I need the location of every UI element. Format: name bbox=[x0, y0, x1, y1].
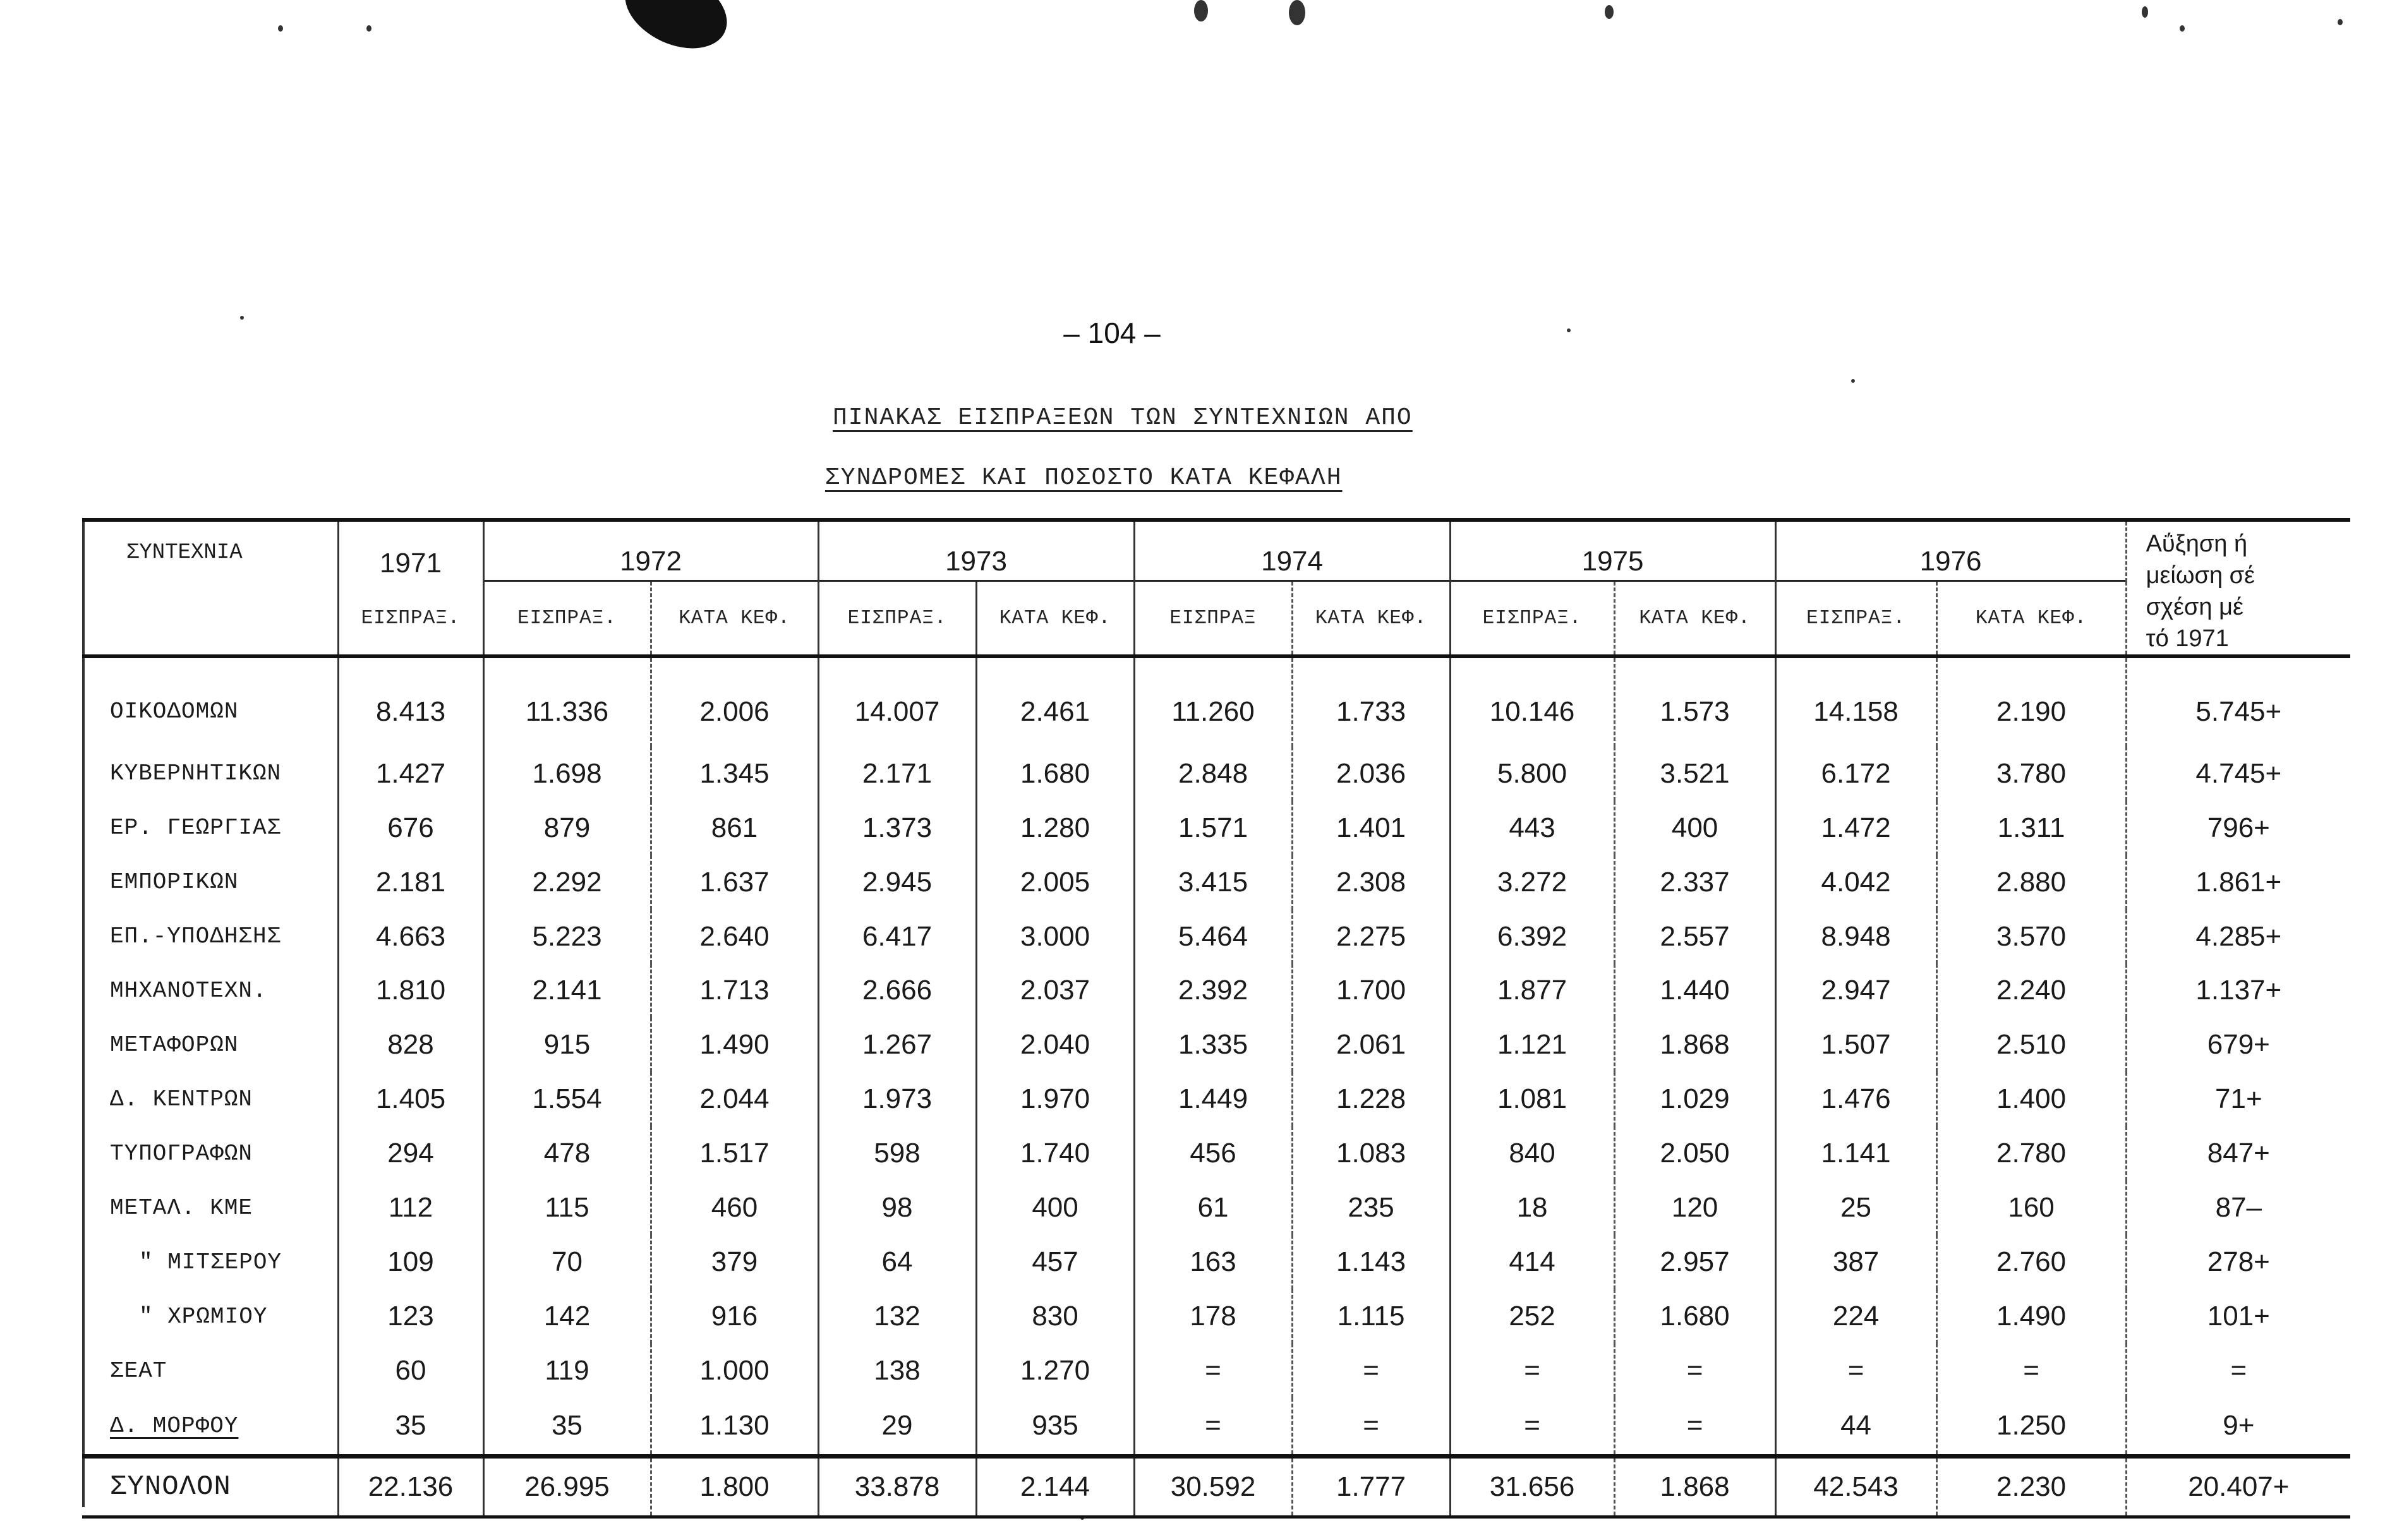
value-cell: 1.490 bbox=[1936, 1289, 2126, 1344]
value-cell: 10.146 bbox=[1450, 656, 1614, 747]
value-cell: 2.461 bbox=[976, 656, 1134, 747]
value-cell: 1.700 bbox=[1292, 964, 1450, 1018]
value-cell: 3.000 bbox=[976, 910, 1134, 964]
change-cell: 679+ bbox=[2126, 1018, 2350, 1072]
subheader-per-head: ΚΑΤΑ ΚΕΦ. bbox=[1614, 582, 1775, 656]
table-row bbox=[82, 656, 2350, 747]
change-column-header bbox=[2126, 520, 2350, 656]
value-cell: 119 bbox=[483, 1344, 651, 1398]
table-title-line-2: ΣΥΝΔΡΟΜΕΣ ΚΑΙ ΠΟΣΟΣΤΟ ΚΑΤΑ ΚΕΦΑΛΗ bbox=[825, 464, 1343, 491]
union-name bbox=[82, 1018, 338, 1072]
table-row bbox=[82, 964, 2350, 1018]
table-row bbox=[82, 1398, 2350, 1456]
value-cell: = bbox=[1292, 1344, 1450, 1398]
year-header-1974 bbox=[1134, 520, 1450, 582]
value-cell: 598 bbox=[818, 1126, 976, 1181]
ink-speck bbox=[2338, 19, 2343, 25]
value-cell: 840 bbox=[1450, 1126, 1614, 1181]
value-cell: 294 bbox=[338, 1126, 483, 1181]
table-row bbox=[82, 1289, 2350, 1344]
value-cell: 5.800 bbox=[1450, 747, 1614, 801]
ink-speck bbox=[2180, 25, 2185, 32]
value-cell: 44 bbox=[1775, 1398, 1936, 1456]
ink-speck bbox=[1605, 5, 1614, 19]
union-name-text: Δ. ΜΟΡΦΟΥ bbox=[110, 1412, 239, 1439]
year-label: 1973 bbox=[945, 546, 1007, 577]
value-cell: 31.656 bbox=[1450, 1456, 1614, 1517]
value-cell: 1.401 bbox=[1292, 801, 1450, 855]
year-label: 1972 bbox=[620, 546, 682, 577]
value-cell: 1.121 bbox=[1450, 1018, 1614, 1072]
subheader-per-head: ΚΑΤΑ ΚΕΦ. bbox=[1292, 582, 1450, 656]
value-cell: = bbox=[1614, 1344, 1775, 1398]
value-cell: 1.868 bbox=[1614, 1018, 1775, 1072]
value-cell: 2.957 bbox=[1614, 1235, 1775, 1289]
value-cell: 861 bbox=[651, 801, 818, 855]
value-cell: 1.029 bbox=[1614, 1072, 1775, 1126]
value-cell: 252 bbox=[1450, 1289, 1614, 1344]
table-header bbox=[82, 520, 2350, 656]
change-cell: 4.745+ bbox=[2126, 747, 2350, 801]
subheader-receipts: ΕΙΣΠΡΑΞ. bbox=[338, 582, 483, 656]
value-cell: 2.050 bbox=[1614, 1126, 1775, 1181]
value-cell: 1.228 bbox=[1292, 1072, 1450, 1126]
value-cell: 2.230 bbox=[1936, 1456, 2126, 1517]
value-cell: 457 bbox=[976, 1235, 1134, 1289]
union-name-text: ΕΠ.-ΥΠΟΔΗΣΗΣ bbox=[110, 923, 282, 950]
ink-speck bbox=[1567, 328, 1571, 332]
value-cell: 18 bbox=[1450, 1181, 1614, 1235]
year-rule bbox=[485, 546, 818, 582]
ink-speck bbox=[366, 25, 371, 32]
change-header-line: σχέση μέ bbox=[2146, 594, 2243, 620]
union-name bbox=[82, 801, 338, 855]
value-cell: 1.733 bbox=[1292, 656, 1450, 747]
value-cell: 3.780 bbox=[1936, 747, 2126, 801]
union-name-text: ΣΕΑΤ bbox=[110, 1357, 167, 1384]
page-number: – 104 – bbox=[1063, 316, 1161, 349]
table-row bbox=[82, 1344, 2350, 1398]
union-name bbox=[82, 910, 338, 964]
value-cell: 2.848 bbox=[1134, 747, 1292, 801]
union-name-text: ΕΜΠΟΡΙΚΩΝ bbox=[110, 869, 239, 896]
value-cell: 1.554 bbox=[483, 1072, 651, 1126]
value-cell: 1.335 bbox=[1134, 1018, 1292, 1072]
change-header-line: Αΰξηση ή bbox=[2146, 531, 2248, 557]
value-cell: 42.543 bbox=[1775, 1456, 1936, 1517]
value-cell: 2.945 bbox=[818, 855, 976, 910]
table-row bbox=[82, 801, 2350, 855]
value-cell: 2.240 bbox=[1936, 964, 2126, 1018]
value-cell: 379 bbox=[651, 1235, 818, 1289]
change-cell: 101+ bbox=[2126, 1289, 2350, 1344]
table-row bbox=[82, 1181, 2350, 1235]
value-cell: 2.666 bbox=[818, 964, 976, 1018]
value-cell: 2.337 bbox=[1614, 855, 1775, 910]
value-cell: 1.490 bbox=[651, 1018, 818, 1072]
value-cell: 2.181 bbox=[338, 855, 483, 910]
value-cell: 14.007 bbox=[818, 656, 976, 747]
value-cell: = bbox=[1775, 1344, 1936, 1398]
change-cell: 278+ bbox=[2126, 1235, 2350, 1289]
total-row bbox=[82, 1456, 2350, 1517]
value-cell: 478 bbox=[483, 1126, 651, 1181]
value-cell: 2.005 bbox=[976, 855, 1134, 910]
value-cell: 1.573 bbox=[1614, 656, 1775, 747]
value-cell: 2.036 bbox=[1292, 747, 1450, 801]
union-name-text: " ΧΡΩΜΙΟΥ bbox=[139, 1303, 268, 1330]
value-cell: 2.640 bbox=[651, 910, 818, 964]
value-cell: 235 bbox=[1292, 1181, 1450, 1235]
value-cell: 1.680 bbox=[976, 747, 1134, 801]
value-cell: 2.006 bbox=[651, 656, 818, 747]
table-row bbox=[82, 910, 2350, 964]
table-row bbox=[82, 1018, 2350, 1072]
union-name-text: ΜΗΧΑΝΟΤΕΧΝ. bbox=[110, 977, 267, 1004]
value-cell: 916 bbox=[651, 1289, 818, 1344]
value-cell: 109 bbox=[338, 1235, 483, 1289]
value-cell: 64 bbox=[818, 1235, 976, 1289]
value-cell: 5.464 bbox=[1134, 910, 1292, 964]
value-cell: 224 bbox=[1775, 1289, 1936, 1344]
value-cell: = bbox=[1134, 1344, 1292, 1398]
receipts-table bbox=[82, 518, 2350, 1519]
value-cell: 1.571 bbox=[1134, 801, 1292, 855]
value-cell: 2.171 bbox=[818, 747, 976, 801]
value-cell: 11.336 bbox=[483, 656, 651, 747]
union-column-header: ΣΥΝΤΕΧΝΙΑ bbox=[126, 541, 243, 565]
subheader-receipts: ΕΙΣΠΡΑΞ. bbox=[1775, 582, 1936, 656]
value-cell: 160 bbox=[1936, 1181, 2126, 1235]
value-cell: 2.040 bbox=[976, 1018, 1134, 1072]
value-cell: 1.373 bbox=[818, 801, 976, 855]
year-rule bbox=[1135, 546, 1449, 582]
value-cell: 2.275 bbox=[1292, 910, 1450, 964]
union-name-text: ΣΥΝΟΛΟΝ bbox=[110, 1471, 231, 1503]
value-cell: 30.592 bbox=[1134, 1456, 1292, 1517]
value-cell: 178 bbox=[1134, 1289, 1292, 1344]
year-rule bbox=[1451, 546, 1775, 582]
value-cell: 1.270 bbox=[976, 1344, 1134, 1398]
value-cell: 33.878 bbox=[818, 1456, 976, 1517]
change-header-line: τό 1971 bbox=[2146, 625, 2229, 652]
union-name-text: ΟΙΚΟΔΟΜΩΝ bbox=[110, 699, 239, 725]
header-year-row bbox=[82, 520, 2350, 582]
value-cell: 1.000 bbox=[651, 1344, 818, 1398]
value-cell: 2.141 bbox=[483, 964, 651, 1018]
value-cell: 3.415 bbox=[1134, 855, 1292, 910]
value-cell: 443 bbox=[1450, 801, 1614, 855]
value-cell: 676 bbox=[338, 801, 483, 855]
union-name bbox=[82, 1344, 338, 1398]
value-cell: 460 bbox=[651, 1181, 818, 1235]
value-cell: 1.476 bbox=[1775, 1072, 1936, 1126]
year-header-1976 bbox=[1775, 520, 2126, 582]
ink-speck bbox=[240, 316, 244, 320]
value-cell: = bbox=[1936, 1344, 2126, 1398]
value-cell: 400 bbox=[976, 1181, 1134, 1235]
value-cell: 1.680 bbox=[1614, 1289, 1775, 1344]
value-cell: 1.141 bbox=[1775, 1126, 1936, 1181]
value-cell: 8.413 bbox=[338, 656, 483, 747]
value-cell: 1.517 bbox=[651, 1126, 818, 1181]
change-cell: 87– bbox=[2126, 1181, 2350, 1235]
change-cell: = bbox=[2126, 1344, 2350, 1398]
value-cell: 2.760 bbox=[1936, 1235, 2126, 1289]
value-cell: 2.061 bbox=[1292, 1018, 1450, 1072]
change-cell: 5.745+ bbox=[2126, 656, 2350, 747]
table-row bbox=[82, 1072, 2350, 1126]
value-cell: 25 bbox=[1775, 1181, 1936, 1235]
union-name bbox=[82, 1289, 338, 1344]
value-cell: = bbox=[1614, 1398, 1775, 1456]
table-row bbox=[82, 1235, 2350, 1289]
value-cell: 414 bbox=[1450, 1235, 1614, 1289]
table-title-line-1: ΠΙΝΑΚΑΣ ΕΙΣΠΡΑΞΕΩΝ ΤΩΝ ΣΥΝΤΕΧΝΙΩΝ ΑΠΟ bbox=[833, 404, 1413, 431]
value-cell: 1.713 bbox=[651, 964, 818, 1018]
value-cell: 2.510 bbox=[1936, 1018, 2126, 1072]
value-cell: 2.044 bbox=[651, 1072, 818, 1126]
value-cell: 3.272 bbox=[1450, 855, 1614, 910]
value-cell: 1.427 bbox=[338, 747, 483, 801]
change-cell: 796+ bbox=[2126, 801, 2350, 855]
value-cell: 830 bbox=[976, 1289, 1134, 1344]
change-header-line: μείωση σέ bbox=[2146, 562, 2255, 589]
value-cell: 456 bbox=[1134, 1126, 1292, 1181]
value-cell: 1.345 bbox=[651, 747, 818, 801]
value-cell: 5.223 bbox=[483, 910, 651, 964]
value-cell: 1.777 bbox=[1292, 1456, 1450, 1517]
value-cell: 142 bbox=[483, 1289, 651, 1344]
union-name bbox=[82, 1456, 338, 1517]
value-cell: 1.405 bbox=[338, 1072, 483, 1126]
value-cell: 1.637 bbox=[651, 855, 818, 910]
value-cell: 11.260 bbox=[1134, 656, 1292, 747]
value-cell: 60 bbox=[338, 1344, 483, 1398]
value-cell: 120 bbox=[1614, 1181, 1775, 1235]
value-cell: 1.311 bbox=[1936, 801, 2126, 855]
value-cell: 2.557 bbox=[1614, 910, 1775, 964]
value-cell: 2.880 bbox=[1936, 855, 2126, 910]
value-cell: 4.042 bbox=[1775, 855, 1936, 910]
ink-speck bbox=[278, 25, 283, 32]
change-cell: 20.407+ bbox=[2126, 1456, 2350, 1517]
union-name bbox=[82, 656, 338, 747]
value-cell: 35 bbox=[338, 1398, 483, 1456]
value-cell: 2.780 bbox=[1936, 1126, 2126, 1181]
value-cell: = bbox=[1450, 1344, 1614, 1398]
value-cell: 1.472 bbox=[1775, 801, 1936, 855]
header-subcolumn-row bbox=[82, 582, 2350, 656]
value-cell: 2.190 bbox=[1936, 656, 2126, 747]
value-cell: 935 bbox=[976, 1398, 1134, 1456]
value-cell: 879 bbox=[483, 801, 651, 855]
change-cell: 1.861+ bbox=[2126, 855, 2350, 910]
union-name bbox=[82, 1126, 338, 1181]
value-cell: 112 bbox=[338, 1181, 483, 1235]
value-cell: 26.995 bbox=[483, 1456, 651, 1517]
value-cell: 400 bbox=[1614, 801, 1775, 855]
value-cell: 4.663 bbox=[338, 910, 483, 964]
value-cell: 1.810 bbox=[338, 964, 483, 1018]
value-cell: 2.947 bbox=[1775, 964, 1936, 1018]
value-cell: 828 bbox=[338, 1018, 483, 1072]
change-cell: 71+ bbox=[2126, 1072, 2350, 1126]
union-name-text: ΚΥΒΕΡΝΗΤΙΚΩΝ bbox=[110, 761, 282, 787]
union-name bbox=[82, 1072, 338, 1126]
subheader-per-head: ΚΑΤΑ ΚΕΦ. bbox=[651, 582, 818, 656]
table-body bbox=[82, 656, 2350, 1517]
value-cell: = bbox=[1292, 1398, 1450, 1456]
year-label: 1976 bbox=[1919, 546, 1982, 577]
union-name-text: ΤΥΠΟΓΡΑΦΩΝ bbox=[110, 1140, 253, 1167]
union-name-text: ΜΕΤΑΛ. ΚΜΕ bbox=[110, 1194, 253, 1221]
value-cell: 3.521 bbox=[1614, 747, 1775, 801]
value-cell: 2.308 bbox=[1292, 855, 1450, 910]
value-cell: 138 bbox=[818, 1344, 976, 1398]
value-cell: 98 bbox=[818, 1181, 976, 1235]
value-cell: 22.136 bbox=[338, 1456, 483, 1517]
value-cell: 70 bbox=[483, 1235, 651, 1289]
ink-speck bbox=[1851, 379, 1855, 383]
value-cell: = bbox=[1450, 1398, 1614, 1456]
change-cell: 4.285+ bbox=[2126, 910, 2350, 964]
value-cell: 1.400 bbox=[1936, 1072, 2126, 1126]
value-cell: 1.440 bbox=[1614, 964, 1775, 1018]
value-cell: 6.392 bbox=[1450, 910, 1614, 964]
union-name-text: " ΜΙΤΣΕΡΟΥ bbox=[139, 1249, 282, 1275]
union-name bbox=[82, 855, 338, 910]
subheader-receipts: ΕΙΣΠΡΑΞ bbox=[1134, 582, 1292, 656]
change-cell: 9+ bbox=[2126, 1398, 2350, 1456]
value-cell: 61 bbox=[1134, 1181, 1292, 1235]
year-rule bbox=[819, 546, 1133, 582]
value-cell: 2.144 bbox=[976, 1456, 1134, 1517]
ink-speck bbox=[2142, 6, 2148, 18]
subheader-receipts: ΕΙΣΠΡΑΞ. bbox=[818, 582, 976, 656]
value-cell: 1.970 bbox=[976, 1072, 1134, 1126]
value-cell: 123 bbox=[338, 1289, 483, 1344]
value-cell: 2.292 bbox=[483, 855, 651, 910]
year-header-1975 bbox=[1450, 520, 1775, 582]
value-cell: 387 bbox=[1775, 1235, 1936, 1289]
table-row bbox=[82, 855, 2350, 910]
change-cell: 1.137+ bbox=[2126, 964, 2350, 1018]
value-cell: 1.250 bbox=[1936, 1398, 2126, 1456]
value-cell: 6.172 bbox=[1775, 747, 1936, 801]
value-cell: 115 bbox=[483, 1181, 651, 1235]
union-name-text: Δ. ΚΕΝΤΡΩΝ bbox=[110, 1086, 253, 1112]
value-cell: 35 bbox=[483, 1398, 651, 1456]
value-cell: 2.037 bbox=[976, 964, 1134, 1018]
value-cell: 1.143 bbox=[1292, 1235, 1450, 1289]
value-cell: 1.877 bbox=[1450, 964, 1614, 1018]
value-cell: 29 bbox=[818, 1398, 976, 1456]
value-cell: 6.417 bbox=[818, 910, 976, 964]
value-cell: 2.392 bbox=[1134, 964, 1292, 1018]
union-name bbox=[82, 747, 338, 801]
union-name bbox=[82, 1235, 338, 1289]
value-cell: 163 bbox=[1134, 1235, 1292, 1289]
value-cell: 1.130 bbox=[651, 1398, 818, 1456]
year-label: 1974 bbox=[1261, 546, 1323, 577]
value-cell: 1.800 bbox=[651, 1456, 818, 1517]
value-cell: 1.507 bbox=[1775, 1018, 1936, 1072]
subheader-receipts: ΕΙΣΠΡΑΞ. bbox=[483, 582, 651, 656]
year-header-1972 bbox=[483, 520, 818, 582]
value-cell: 132 bbox=[818, 1289, 976, 1344]
value-cell: 8.948 bbox=[1775, 910, 1936, 964]
union-name-text: ΕΡ. ΓΕΩΡΓΙΑΣ bbox=[110, 815, 282, 841]
value-cell: 1.698 bbox=[483, 747, 651, 801]
value-cell: 915 bbox=[483, 1018, 651, 1072]
value-cell: 1.740 bbox=[976, 1126, 1134, 1181]
ink-speck bbox=[1289, 0, 1305, 25]
subheader-per-head: ΚΑΤΑ ΚΕΦ. bbox=[976, 582, 1134, 656]
year-label: 1971 bbox=[380, 548, 442, 579]
value-cell: 1.083 bbox=[1292, 1126, 1450, 1181]
value-cell: = bbox=[1134, 1398, 1292, 1456]
value-cell: 1.973 bbox=[818, 1072, 976, 1126]
value-cell: 1.081 bbox=[1450, 1072, 1614, 1126]
change-cell: 847+ bbox=[2126, 1126, 2350, 1181]
year-header-1973 bbox=[818, 520, 1134, 582]
table-row bbox=[82, 1126, 2350, 1181]
table-row bbox=[82, 747, 2350, 801]
value-cell: 1.868 bbox=[1614, 1456, 1775, 1517]
union-name bbox=[82, 964, 338, 1018]
ink-blot bbox=[613, 0, 740, 64]
year-header-1971 bbox=[338, 520, 483, 582]
value-cell: 3.570 bbox=[1936, 910, 2126, 964]
value-cell: 1.449 bbox=[1134, 1072, 1292, 1126]
subheader-per-head: ΚΑΤΑ ΚΕΦ. bbox=[1936, 582, 2126, 656]
union-name bbox=[82, 1181, 338, 1235]
union-name-text: ΜΕΤΑΦΟΡΩΝ bbox=[110, 1032, 239, 1058]
value-cell: 1.115 bbox=[1292, 1289, 1450, 1344]
year-label: 1975 bbox=[1581, 546, 1644, 577]
value-cell: 1.267 bbox=[818, 1018, 976, 1072]
value-cell: 1.280 bbox=[976, 801, 1134, 855]
value-cell: 14.158 bbox=[1775, 656, 1936, 747]
union-name bbox=[82, 1398, 338, 1456]
ink-speck bbox=[1194, 0, 1208, 21]
subheader-receipts: ΕΙΣΠΡΑΞ. bbox=[1450, 582, 1614, 656]
year-rule bbox=[1777, 546, 2125, 582]
